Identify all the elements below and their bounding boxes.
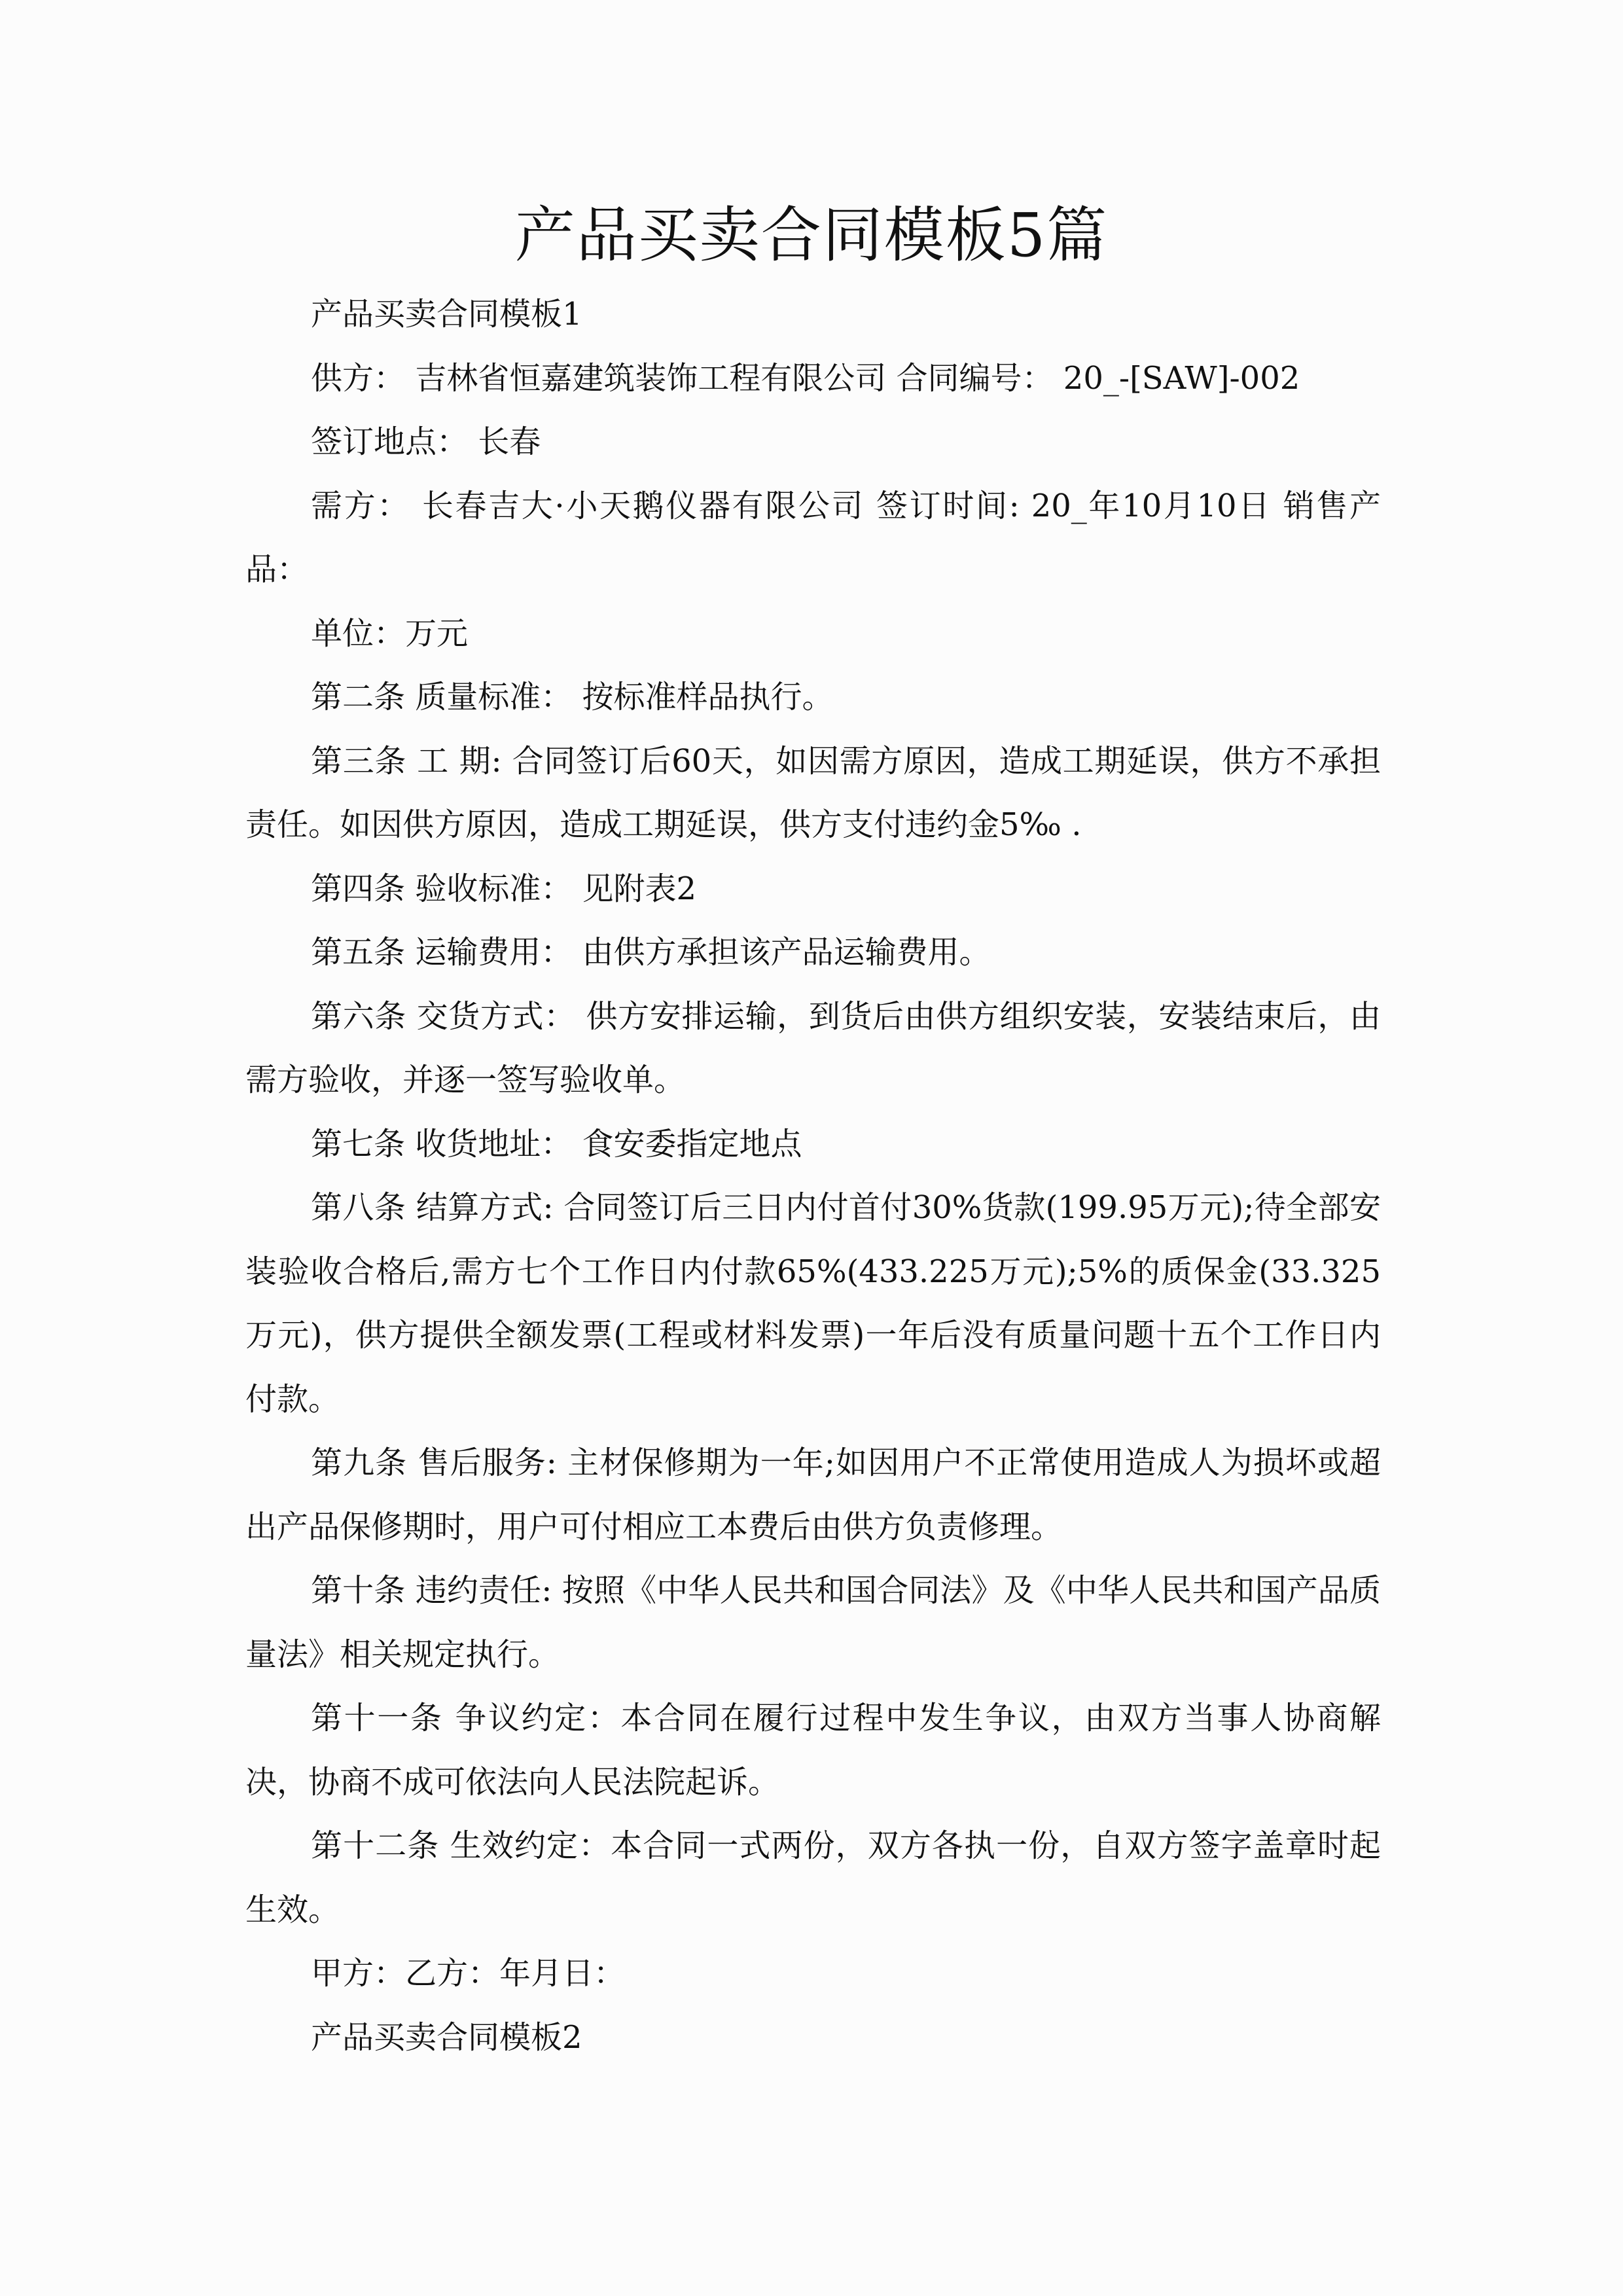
section-heading-template-1: 产品买卖合同模板1	[311, 296, 582, 332]
clause-10-liability: 第十条 违约责任: 按照《中华人民共和国合同法》及《中华人民共和国产品质量法》相关规定执行。	[245, 1572, 1381, 1673]
clause-7-address: 第七条 收货地址： 食安委指定地点	[311, 1125, 802, 1162]
clause-2-quality: 第二条 质量标准： 按标准样品执行。	[311, 679, 834, 715]
clause-9-after-sales: 第九条 售后服务: 主材保修期为一年;如因用户不正常使用造成人为损坏或超出产品保修期时，用户可付相应工本费后由供方负责修理。	[245, 1444, 1381, 1545]
clause-8-settlement: 第八条 结算方式: 合同签订后三日内付首付30%货款(199.95万元);待全部安装验收合格后,需方七个工作日内付款65%(433.225万元);5%的质保金(33.325万元)，供方提供全额发票(工程或材料发票)一年后没有质量问题十五个工作日内付款。	[245, 1189, 1381, 1418]
unit-line: 单位：万元	[311, 615, 469, 652]
clause-5-transport: 第五条 运输费用： 由供方承担该产品运输费用。	[311, 934, 991, 971]
clause-3-schedule: 第三条 工 期: 合同签订后60天，如因需方原因，造成工期延误，供方不承担责任。如因供方原因，造成工期延误，供方支付违约金5‰ .	[245, 742, 1381, 843]
supplier-line: 供方： 吉林省恒嘉建筑装饰工程有限公司 合同编号： 20_-[SAW]-002	[311, 359, 1300, 397]
signature-line: 甲方：乙方：年月日：	[311, 1955, 626, 1992]
buyer-line: 需方： 长春吉大·小天鹅仪器有限公司 签订时间: 20_年10月10日 销售产品：	[245, 487, 1381, 588]
clause-4-acceptance: 第四条 验收标准： 见附表2	[311, 870, 697, 907]
clause-12-effect: 第十二条 生效约定：本合同一式两份，双方各执一份，自双方签字盖章时起生效。	[245, 1827, 1381, 1928]
section-heading-template-2: 产品买卖合同模板2	[311, 2018, 582, 2056]
signing-place-line: 签订地点： 长春	[311, 423, 541, 460]
clause-11-dispute: 第十一条 争议约定：本合同在履行过程中发生争议，由双方当事人协商解决，协商不成可依法向人民法院起诉。	[245, 1700, 1381, 1801]
clause-6-delivery: 第六条 交货方式： 供方安排运输，到货后由供方组织安装，安装结束后，由需方验收，并逐一签写验收单。	[245, 997, 1381, 1098]
document-body	[245, 283, 1381, 2070]
document-title: 产品买卖合同模板5篇	[514, 200, 1109, 270]
